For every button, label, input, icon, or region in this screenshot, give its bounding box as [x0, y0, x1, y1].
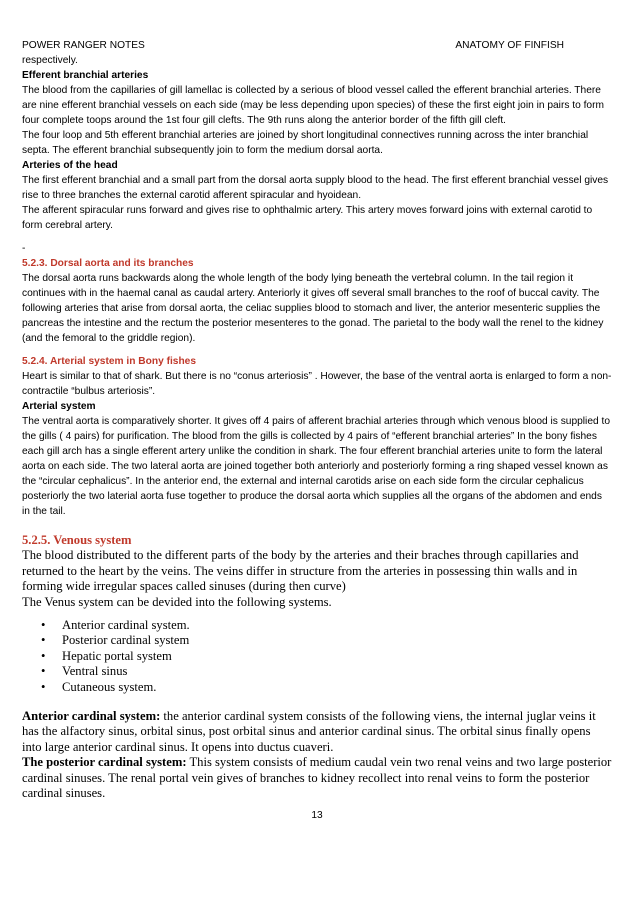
document-page: [22, 38, 612, 823]
efferent-paragraph-2: The four loop and 5th efferent branchial arteries are joined by short longitudinal connectives running across the inter branchial septa. The efferent branchial subsequently join to form the medium dorsal aorta.: [22, 130, 589, 156]
list-item: • Hepatic portal system: [62, 649, 612, 664]
list-item: • Cutaneous system.: [62, 680, 612, 695]
dorsal-aorta-heading: 5.2.3. Dorsal aorta and its branches: [22, 258, 194, 269]
anterior-cardinal-text: the anterior cardinal system consists of the following viens, the internal juglar veins it has the alfactory sinus, orbital sinus, post orbital sinus and anterior cardinal sinus. The orbital sinus finally opens into large anterior cardinal sinus. It opens into ductus cuaveri.: [22, 709, 596, 754]
head-arteries-heading: Arteries of the head: [22, 160, 118, 171]
list-item: • Posterior cardinal system: [62, 633, 612, 648]
dorsal-aorta-paragraph: The dorsal aorta runs backwards along the whole length of the body lying beneath the vertebral column. In the tail region it continues with in the haemal canal as caudal artery. Anteriorly it gives off several small branches to the roof of buccal cavity. The following arteries that arise from dorsal aorta, the celiac supplies blood to stomach and liver, the anterior mesenteric supplies the pancreas the intestine and the rectum the posterior mesenteres to the gonad. The parietal to the body wall the renel to the kidney (and the femoral to the griddle region).: [22, 273, 604, 344]
venous-paragraph-1: The blood distributed to the different parts of the body by the arteries and their braches through capillaries and returned to the heart by the veins. The veins differ in structure from the arteries in possessing thin walls and in forming wide irregular spaces called sinuses (during then curve): [22, 548, 579, 594]
venous-section: [22, 533, 612, 802]
venous-heading: 5.2.5. Venous system: [22, 533, 132, 547]
arterial-system-heading: Arterial system: [22, 401, 96, 412]
head-arteries-paragraph-1: The first efferent branchial and a small part from the dorsal aorta supply blood to the head. The first efferent branchial vessel gives rise to three branches the external carotid afferent spiracular and hyoidean.: [22, 175, 609, 201]
dash-marker: -: [22, 243, 26, 254]
header-left: POWER RANGER NOTES: [22, 40, 145, 51]
header-right: ANATOMY OF FINFISH: [455, 40, 564, 51]
page-number: 13: [311, 809, 323, 821]
anterior-cardinal-paragraph: [22, 709, 612, 755]
venous-paragraph-2: The Venus system can be devided into the following systems.: [22, 594, 332, 609]
efferent-paragraph-1: The blood from the capillaries of gill lamellac is collected by a serious of blood vessel called the efferent branchial arteries. There are nine efferent branchial vessels on each side (may be less depending upon species) of these the first eight join in pairs to form four complete toops around the 1st four gill clefts. The 9th runs along the anterior border of the fifth gill cleft.: [22, 85, 604, 126]
posterior-cardinal-text: This system consists of medium caudal vein two renal veins and two large posterior cardinal sinuses. The renal portal vein gives of branches to kidney recollect into renal veins to form the posterior cardinal sinuses.: [22, 755, 612, 801]
list-item: • Anterior cardinal system.: [62, 618, 612, 633]
arterial-section: [22, 53, 612, 519]
efferent-heading: Efferent branchial arteries: [22, 70, 149, 81]
anterior-cardinal-label: Anterior cardinal system:: [22, 709, 161, 724]
head-arteries-paragraph-2: The afferent spiracular runs forward and gives rise to ophthalmic artery. This artery moves forward joins with external carotid to form cerebral artery.: [22, 205, 593, 231]
bony-fishes-paragraph-1: Heart is similar to that of shark. But there is no “conus arteriosis” . However, the base of the ventral aorta is enlarged to form a non-contractile “bulbus arteriosis”.: [22, 371, 612, 397]
posterior-cardinal-paragraph: [22, 755, 612, 801]
page-header: [22, 38, 612, 53]
bony-fishes-heading: 5.2.4. Arterial system in Bony fishes: [22, 356, 197, 367]
list-item: • Ventral sinus: [62, 664, 612, 679]
bony-fishes-paragraph-2: The ventral aorta is comparatively shorter. It gives off 4 pairs of afferent brachial arteries through which venous blood is supplied to the gills ( 4 pairs) for purification. The blood from the gills is collected by 4 pairs of “efferent branchial arteries” In the bony fishes each gill arch has a single efferent artery unlike the condition in shark. The four efferent branchial arteries unite to form the lateral aorta on each side. The two lateral aorta are joined together both anteriorly and posteriorly forming a ring shaped vessel known as the “circular cephalicus”. In the anterior end, the external and internal carotids arise on each side form the circular cephalicus posteriorly the two laterial aorta fuse together to produce the dorsal aorta which supplies all the organs of the abdomen and ends in the tail.: [22, 416, 610, 517]
respectively-text: respectively.: [22, 55, 78, 66]
posterior-cardinal-label: The posterior cardinal system:: [22, 755, 187, 770]
venous-systems-list: [22, 618, 612, 695]
